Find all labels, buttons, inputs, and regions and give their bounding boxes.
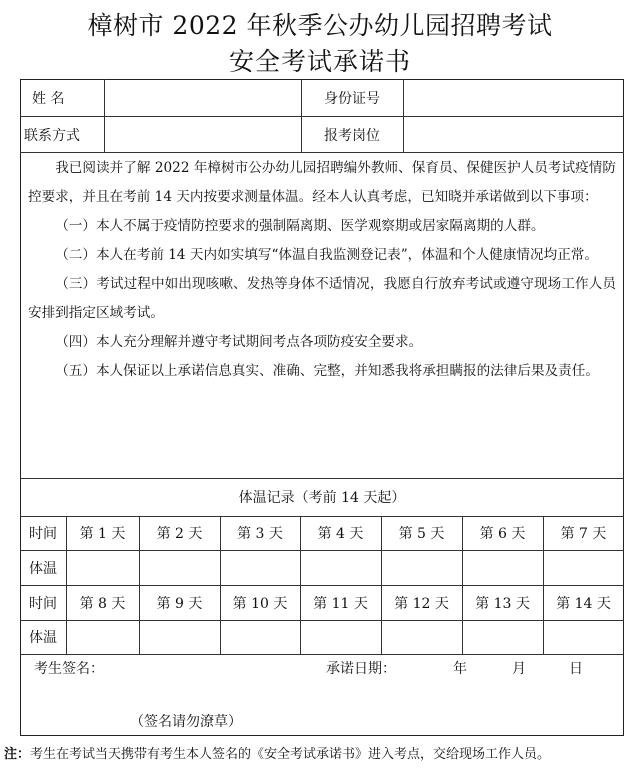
temperature-input[interactable]: [544, 621, 623, 653]
temperature-input[interactable]: [382, 551, 461, 584]
id-number-label: 身份证号: [324, 91, 380, 107]
declaration-item: （五）本人保证以上承诺信息真实、准确、完整，并知悉我将承担瞒报的法律后果及责任。: [55, 363, 599, 379]
row-divider: [20, 152, 624, 153]
day-header: 第 5 天: [398, 526, 445, 542]
document-subtitle: 安全考试承诺书: [228, 47, 411, 76]
row-divider: [20, 654, 624, 655]
day-header: 第 10 天: [232, 595, 288, 612]
temperature-label: 体温: [29, 630, 57, 646]
date-day-label: 日: [569, 661, 583, 677]
temperature-input[interactable]: [221, 551, 299, 584]
time-label: 时间: [29, 595, 57, 612]
temperature-input[interactable]: [544, 551, 623, 584]
day-header: 第 13 天: [475, 595, 530, 612]
day-header: 第 11 天: [313, 595, 368, 612]
col-divider: [104, 79, 105, 152]
temperature-input[interactable]: [301, 551, 380, 584]
temperature-input[interactable]: [140, 621, 219, 653]
day-header: 第 1 天: [79, 526, 126, 542]
temperature-input[interactable]: [67, 551, 138, 584]
day-header: 第 3 天: [237, 526, 283, 542]
signature-hint: （签名请勿潦草）: [130, 714, 242, 730]
signature-label: 考生签名：: [34, 661, 104, 677]
temperature-input[interactable]: [382, 621, 461, 653]
date-month-label: 月: [512, 661, 526, 677]
day-header: 第 4 天: [317, 526, 364, 542]
date-year-label: 年: [453, 661, 467, 677]
temperature-input[interactable]: [463, 551, 542, 584]
contact-label: 联系方式: [24, 127, 80, 144]
name-label: 姓 名: [32, 91, 65, 107]
day-header: 第 12 天: [394, 595, 449, 612]
temperature-input[interactable]: [140, 551, 219, 584]
temperature-record-title: 体温记录（考前 14 天起）: [238, 490, 406, 506]
footnote: [4, 743, 640, 762]
temperature-input[interactable]: [67, 621, 138, 653]
name-field[interactable]: [106, 80, 300, 116]
temperature-label: 体温: [29, 560, 57, 577]
day-header: 第 7 天: [560, 526, 607, 542]
declaration-item: （三）考试过程中如出现咳嗽、发热等身体不适情况，我愿自行放弃考试或遵守现场工作人员安排到指定区域考试。: [28, 276, 616, 321]
id-number-field[interactable]: [405, 80, 623, 116]
position-field[interactable]: [405, 117, 623, 152]
commit-date-label: 承诺日期：: [326, 661, 396, 677]
position-label: 报考岗位: [324, 127, 380, 144]
temperature-input[interactable]: [463, 621, 542, 653]
day-header: 第 6 天: [479, 526, 526, 542]
signature-field[interactable]: [110, 657, 310, 679]
declaration-item: （二）本人在考前 14 天内如实填写“体温自我监测登记表”，体温和个人健康情况均正常。: [55, 247, 598, 263]
temperature-input[interactable]: [221, 621, 299, 653]
document-title: 樟树市 2022 年秋季公办幼儿园招聘考试: [87, 11, 553, 40]
time-label: 时间: [29, 526, 57, 542]
declaration-item: （一）本人不属于疫情防控要求的强制隔离期、医学观察期或居家隔离期的人群。: [55, 218, 545, 234]
footnote-prefix: 注：: [4, 747, 31, 762]
footnote-text: 考生在考试当天携带有考生本人签名的《安全考试承诺书》进入考点，交给现场工作人员。: [30, 747, 551, 762]
day-header: 第 9 天: [156, 595, 203, 612]
declaration-body: [28, 154, 616, 386]
day-header: 第 8 天: [79, 595, 126, 612]
declaration-intro: 我已阅读并了解 2022 年樟树市公办幼儿园招聘编外教师、保育员、保健医护人员考试疫情防控要求，并且在考前 14 天内按要求测量体温。经本人认真考虑，已知晓并承诺做到以下事项：: [28, 160, 616, 205]
col-divider: [403, 79, 404, 152]
day-header: 第 2 天: [156, 526, 203, 542]
declaration-item: （四）本人充分理解并遵守考试期间考点各项防疫安全要求。: [55, 334, 423, 350]
day-header: 第 14 天: [556, 595, 611, 612]
contact-field[interactable]: [106, 117, 300, 152]
temperature-input[interactable]: [301, 621, 380, 653]
